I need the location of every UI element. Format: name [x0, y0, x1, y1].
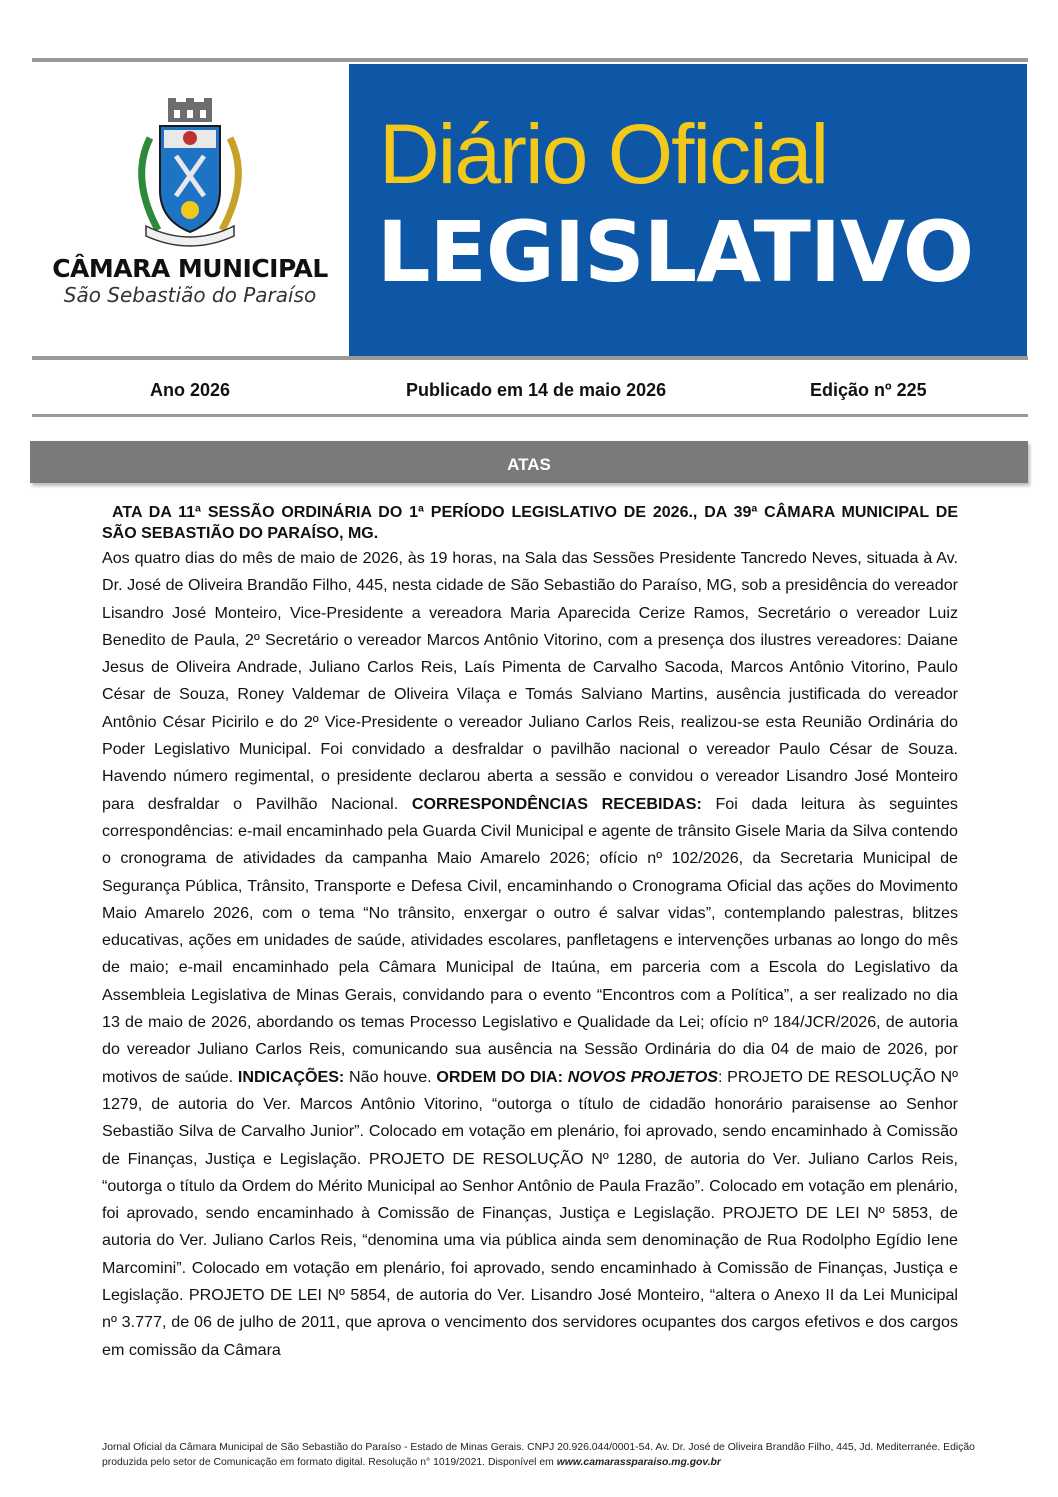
edition-rule [32, 414, 1028, 417]
edition-year: Ano 2026 [150, 380, 231, 400]
paragraph-correspondencias: Foi dada leitura às seguintes correspondências: e-mail encaminhado pela Guarda Civil Municipal e agente de trânsito Gisele Maria da Silva contendo o cronograma de atividades da campanha Maio Amarelo 2026; ofício nº 102/2026, da Secretaria Municipal de Segurança Pública, Trânsito, Transporte e Defesa Civil, encaminhando o Cronograma Oficial das ações do Movimento Maio Amarelo 2026, com o tema “No trânsito, enxergar o outro é salvar vidas”, contemplando palestras, blitzes educativas, ações em unidades de saúde, atividades escolares, panfletagens e intervenções urbanas ao longo do mês de maio; e-mail encaminhado pela Câmara Municipal de Itaúna, em parceria com a Escola do Legislativo da Assembleia Legislativa de Minas Gerais, convidando para o evento “Encontros com a Política”, a ser realizado no dia 13 de maio de 2026, abordando os temas Processo Legislativo e Qualidade da Lei; ofício nº 184/JCR/2026, de autoria do vereador Juliano Carlos Reis, comunicando sua ausência na Sessão Ordinária do dia 04 de maio de 2026, por motivos de saúde. [102, 794, 958, 1086]
footer-text: Jornal Oficial da Câmara Municipal de São Sebastião do Paraíso - Estado de Minas Gerais. CNPJ 20.926.044/0001-54. Av. Dr. José de Oliveira Brandão Filho, 445, Jd. Mediterranée. Edição produzida pelo setor de Comunicação em formato digital. Resolução n° 1019/2021. Disponível em [102, 1442, 975, 1468]
document-title: ATA DA 11ª SESSÃO ORDINÁRIA DO 1ª PERÍODO LEGISLATIVO DE 2026., DA 39ª CÂMARA MUNICIPAL DE SÃO SEBASTIÃO DO PARAÍSO, MG. [102, 504, 958, 542]
institution-name: CÂMARA MUNICIPAL [52, 254, 328, 283]
top-rule [32, 58, 1028, 62]
footer-website-link[interactable]: www.camarassparaiso.mg.gov.br [556, 1457, 721, 1468]
edition-bar [32, 372, 1028, 408]
edition-number: Edição nº 225 [810, 380, 927, 400]
institution-header [32, 64, 348, 356]
heading-indicacoes: INDICAÇÕES: [237, 1067, 345, 1086]
heading-correspondencias: CORRESPONDÊNCIAS RECEBIDAS: [411, 794, 702, 813]
paragraph-opening: Aos quatro dias do mês de maio de 2026, às 19 horas, na Sala das Sessões Presidente Tancredo Neves, situada à Av. Dr. José de Oliveira Brandão Filho, 445, nesta cidade de São Sebastião do Paraíso, MG, sob a presidência do vereador Lisandro José Monteiro, Vice-Presidente a vereadora Maria Aparecida Cerize Ramos, Secretário o vereador Luiz Benedito de Paula, 2º Secretário o vereador Marcos Antônio Vitorino, com a presença dos ilustres vereadores: Daiane Jesus de Oliveira Andrade, Juliano Carlos Reis, Laís Pimenta de Carvalho Sacoda, Marcos Antônio Vitorino, Paulo César de Souza, Roney Valdemar de Oliveira Vilaça e Tomás Salviano Martins, ausência justificada do vereador Antônio César Picirilo e do 2º Vice-Presidente o vereador Juliano Carlos Reis, realizou-se esta Reunião Ordinária do Poder Legislativo Municipal. Foi convidado a desfraldar o pavilhão nacional o vereador Paulo César de Souza. Havendo número regimental, o presidente declarou aberta a sessão e convidou o vereador Lisandro José Monteiro para desfraldar o Pavilhão Nacional. [102, 549, 958, 813]
section-header: ATAS [30, 441, 1028, 483]
masthead-title: Diário Oficial [379, 107, 828, 201]
document-body [102, 545, 958, 1364]
publication-date: Publicado em 14 de maio 2026 [406, 380, 667, 400]
paragraph-projetos: : PROJETO DE RESOLUÇÃO Nº 1279, de autoria do Ver. Marcos Antônio Vitorino, “outorga o título de cidadão honorário paraisense ao Senhor Sebastião Silva de Carvalho Junior”. Colocado em votação em plenário, foi aprovado, sendo encaminhado à Comissão de Finanças, Justiça e Legislação. PROJETO DE RESOLUÇÃO Nº 1280, de autoria do Ver. Juliano Carlos Reis, “outorga o título da Ordem do Mérito Municipal ao Senhor Antônio de Paula Frazão”. Colocado em votação em plenário, foi aprovado, sendo encaminhado à Comissão de Finanças, Justiça e Legislação. PROJETO DE LEI Nº 5853, de autoria do Ver. Juliano Carlos Reis, “denomina uma via pública ainda sem denominação de Rua Rodolpho Egídio Iene Marcomini”. Colocado em votação em plenário, foi aprovado, sendo encaminhado à Comissão de Finanças, Justiça e Legislação. PROJETO DE LEI Nº 5854, de autoria do Ver. Lisandro José Monteiro, “altera o Anexo II da Lei Municipal nº 3.777, de 06 de julho de 2011, que aprova o vencimento dos servidores ocupantes dos cargos efetivos e dos cargos em comissão da Câmara [102, 1067, 958, 1359]
masthead [349, 64, 1027, 356]
municipal-coat-of-arms-icon [110, 98, 270, 248]
heading-novos-projetos: NOVOS PROJETOS [567, 1067, 718, 1086]
header-rule [32, 356, 1028, 360]
heading-ordem-do-dia: ORDEM DO DIA: [436, 1067, 563, 1086]
institution-city: São Sebastião do Paraíso [63, 283, 317, 307]
paragraph-indicacoes: Não houve. [349, 1067, 432, 1086]
masthead-subtitle: LEGISLATIVO [377, 203, 974, 301]
footer [102, 1440, 1014, 1470]
